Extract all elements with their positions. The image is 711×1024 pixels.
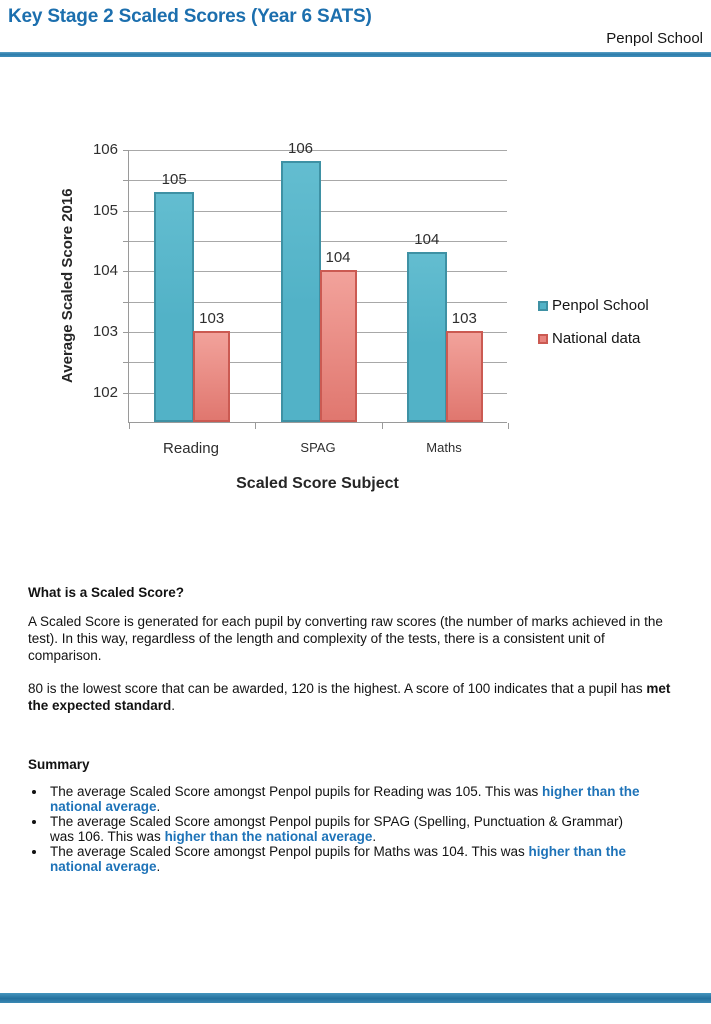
section-heading: Summary xyxy=(28,757,90,772)
y-tick-mark xyxy=(123,150,129,151)
y-tick-mark xyxy=(123,302,129,303)
gridline xyxy=(129,150,507,151)
legend-item-penpol-school xyxy=(538,297,649,314)
bar-national-data-spag xyxy=(320,270,357,422)
legend-item-national-data xyxy=(538,330,640,347)
legend-swatch-icon xyxy=(538,334,548,344)
what-is-scaled-score-section xyxy=(28,584,678,730)
x-axis-title: Scaled Score Subject xyxy=(236,475,399,492)
x-tick-mark xyxy=(508,423,509,429)
bullet-text: . xyxy=(156,859,161,874)
y-tick-label: 105 xyxy=(92,202,118,219)
bullet-text: . xyxy=(156,799,161,814)
y-axis-title: Average Scaled Score 2016 xyxy=(59,188,76,383)
highlight-text: higher than the national average xyxy=(164,829,373,844)
paragraph-text: . xyxy=(171,698,176,713)
summary-bullet xyxy=(47,844,640,874)
legend-label: National data xyxy=(552,330,641,347)
x-tick-mark xyxy=(382,423,383,429)
bullet-text: The average Scaled Score amongst Penpol pupils for Maths was 104. This was xyxy=(50,844,529,859)
paragraph xyxy=(28,613,678,664)
y-tick-label: 102 xyxy=(92,384,118,401)
y-tick-mark xyxy=(123,362,129,363)
highlight-text: higher than the national average xyxy=(50,784,640,814)
category-label-spag: SPAG xyxy=(300,440,336,455)
section-heading: What is a Scaled Score? xyxy=(28,585,185,600)
y-tick-mark xyxy=(123,180,129,181)
y-tick-mark xyxy=(123,332,129,333)
y-tick-label: 103 xyxy=(92,323,118,340)
highlight-text: higher than the national average xyxy=(50,844,627,874)
bar-national-data-reading xyxy=(193,331,230,422)
bar-value-label: 105 xyxy=(161,170,187,188)
paragraph xyxy=(28,680,678,714)
y-tick-mark xyxy=(123,241,129,242)
category-label-maths: Maths xyxy=(426,440,462,455)
school-name: Penpol School xyxy=(606,30,703,47)
bullet-text: The average Scaled Score amongst Penpol pupils for SPAG (Spelling, Punctuation & Grammar) was 106. This was xyxy=(50,814,624,844)
x-tick-mark xyxy=(129,423,130,429)
legend-label: Penpol School xyxy=(552,297,649,314)
bold-phrase: met the expected standard xyxy=(28,681,671,713)
category-label-reading: Reading xyxy=(163,440,219,457)
summary-bullet xyxy=(47,814,640,844)
bar-value-label: 103 xyxy=(451,310,477,327)
bar-value-label: 104 xyxy=(414,231,440,249)
plot-area xyxy=(128,140,507,423)
y-tick-label: 106 xyxy=(92,141,118,158)
bar-value-label: 104 xyxy=(325,249,351,267)
bullet-text: . xyxy=(372,829,377,844)
y-tick-mark xyxy=(123,271,129,272)
paragraph-text: 80 is the lowest score that can be awarded, 120 is the highest. A score of 100 indicates that a pupil has xyxy=(28,681,647,696)
bullet-text: The average Scaled Score amongst Penpol pupils for Reading was 105. This was xyxy=(50,784,543,799)
y-tick-label: 104 xyxy=(92,262,118,279)
bar-value-label: 106 xyxy=(287,140,314,158)
bar-penpol-school-reading xyxy=(154,192,194,423)
bar-penpol-school-spag xyxy=(281,161,321,422)
summary-bullet-list xyxy=(28,784,640,874)
summary-section xyxy=(28,757,678,874)
x-tick-mark xyxy=(255,423,256,429)
footer-divider xyxy=(0,993,711,1003)
y-tick-mark xyxy=(123,393,129,394)
bar-value-label: 103 xyxy=(199,310,225,327)
summary-bullet xyxy=(47,784,640,814)
paragraph-text: A Scaled Score is generated for each pupil by converting raw scores (the number of marks achieved in the test). In this way, regardless of the length and complexity of the tests, there is a consistent unit of comparison. xyxy=(28,614,663,663)
page-title: Key Stage 2 Scaled Scores (Year 6 SATS) xyxy=(8,6,372,27)
legend-swatch-icon xyxy=(538,301,548,311)
bar-penpol-school-maths xyxy=(407,252,447,422)
bar-national-data-maths xyxy=(446,331,483,422)
y-tick-mark xyxy=(123,211,129,212)
